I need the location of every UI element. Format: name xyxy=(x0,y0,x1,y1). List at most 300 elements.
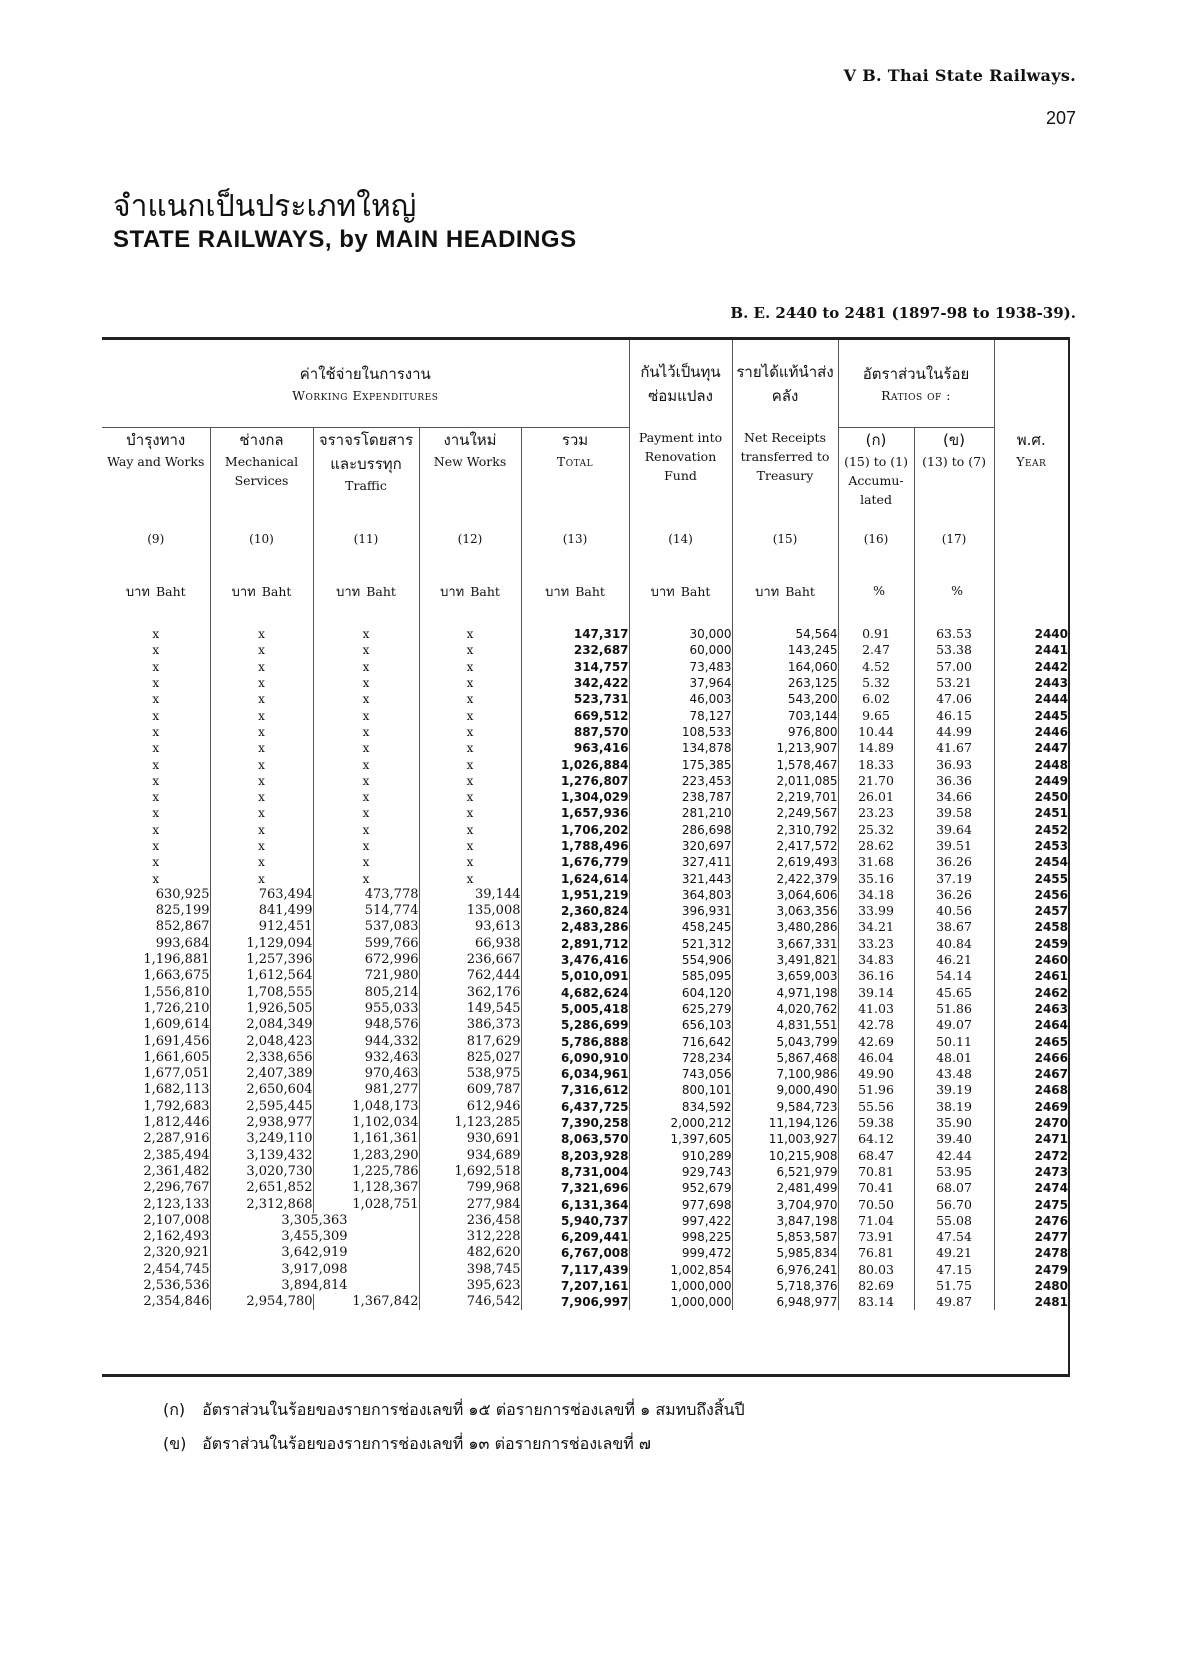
table-cell: 799,968 xyxy=(419,1180,521,1196)
table-cell: x xyxy=(419,854,521,870)
table-cell: 7,117,439 xyxy=(521,1262,629,1278)
table-cell: 934,689 xyxy=(419,1148,521,1164)
table-cell: x xyxy=(152,627,160,642)
working-group-english: Working Expenditures xyxy=(292,388,439,403)
table-cell: 1,788,496 xyxy=(521,838,629,854)
table-cell: x xyxy=(419,724,521,740)
column-header-thai: ช่างกล xyxy=(239,431,284,449)
table-cell: x xyxy=(152,708,160,723)
unit-thai: บาท xyxy=(650,584,675,600)
table-cell: 2,107,008 xyxy=(143,1212,210,1228)
table-cell: 83.14 xyxy=(838,1294,914,1310)
table-cell: 2443 xyxy=(994,675,1068,691)
table-cell: 2470 xyxy=(994,1115,1068,1131)
table-cell: x xyxy=(210,642,313,658)
table-cell: 10,215,908 xyxy=(732,1148,838,1164)
table-cell: 39.14 xyxy=(838,985,914,1001)
table-cell: 59.38 xyxy=(838,1115,914,1131)
table-cell: 36.93 xyxy=(914,756,994,772)
table-cell: 73,483 xyxy=(629,659,732,675)
table-cell: 3,020,730 xyxy=(210,1164,313,1180)
table-cell: 36.26 xyxy=(914,854,994,870)
table-cell: 80.03 xyxy=(838,1262,914,1278)
table-cell: x xyxy=(313,659,419,675)
table-cell: 1,663,675 xyxy=(143,968,210,984)
column-number-2: (11) xyxy=(313,522,419,556)
table-cell: 2,011,085 xyxy=(732,773,838,789)
table-cell: 386,373 xyxy=(419,1017,521,1033)
table-cell: 2,312,868 xyxy=(210,1196,313,1212)
unit-english: Baht xyxy=(785,583,815,599)
table-cell: 930,691 xyxy=(419,1131,521,1147)
table-cell: 1,624,614 xyxy=(521,870,629,886)
table-cell: 277,984 xyxy=(419,1196,521,1212)
table-cell: 44.99 xyxy=(914,724,994,740)
unit-english: Baht xyxy=(470,583,500,599)
table-cell: 2447 xyxy=(994,740,1068,756)
table-cell: x xyxy=(210,675,313,691)
table-cell: 2472 xyxy=(994,1148,1068,1164)
table-cell: 60,000 xyxy=(629,642,732,658)
period-range: B. E. 2440 to 2481 (1897-98 to 1938-39). xyxy=(730,304,1076,322)
table-cell: 48.01 xyxy=(914,1050,994,1066)
table-cell: 68.47 xyxy=(838,1148,914,1164)
table-cell: 976,800 xyxy=(732,724,838,740)
table-cell: 1,612,564 xyxy=(210,968,313,984)
table-cell: 1,276,807 xyxy=(521,773,629,789)
table-cell: 2,123,133 xyxy=(143,1196,210,1212)
table-cell: x xyxy=(152,724,160,739)
column-header-english: Total xyxy=(556,454,594,469)
table-cell: 6,034,961 xyxy=(521,1066,629,1082)
column-unit-9 xyxy=(994,556,1068,626)
table-cell: 1,123,285 xyxy=(419,1115,521,1131)
table-cell: 1,657,936 xyxy=(521,805,629,821)
table-cell: 2481 xyxy=(994,1294,1068,1310)
table-cell: 2456 xyxy=(994,887,1068,903)
table-cell: 4,971,198 xyxy=(732,985,838,1001)
table-cell: 39.64 xyxy=(914,822,994,838)
table-cell: 6,437,725 xyxy=(521,1099,629,1115)
table-cell: 981,277 xyxy=(313,1082,419,1098)
table-cell: x xyxy=(419,691,521,707)
footnote-a-text: อัตราส่วนในร้อยของรายการช่องเลขที่ ๑๕ ต่อรายการช่องเลขที่ ๑ สมทบถึงสิ้นปี xyxy=(202,1400,745,1419)
table-cell: 599,766 xyxy=(313,936,419,952)
table-cell: x xyxy=(313,691,419,707)
table-cell: 23.23 xyxy=(838,805,914,821)
table-cell: 998,225 xyxy=(629,1229,732,1245)
table-cell: 2466 xyxy=(994,1050,1068,1066)
column-header-english: Payment into Renovation Fund xyxy=(638,429,723,483)
table-cell: 2,361,482 xyxy=(143,1163,210,1179)
table-row xyxy=(102,756,1068,772)
table-cell: 41.03 xyxy=(838,1001,914,1017)
table-cell: 41.67 xyxy=(914,740,994,756)
table-cell: 0.91 xyxy=(838,626,914,642)
table-cell: x xyxy=(152,790,160,805)
table-cell: 7,100,986 xyxy=(732,1066,838,1082)
table-cell: 2,454,745 xyxy=(143,1261,210,1277)
table-cell: 2,162,493 xyxy=(143,1229,210,1245)
table-cell: x xyxy=(210,805,313,821)
table-cell: 70.41 xyxy=(838,1180,914,1196)
column-header-thai: (ข) xyxy=(943,431,965,449)
table-row xyxy=(102,1278,1068,1294)
table-row xyxy=(102,1294,1068,1310)
table-cell: 543,200 xyxy=(732,691,838,707)
table-cell: 2,938,977 xyxy=(210,1115,313,1131)
table-cell: 1,578,467 xyxy=(732,756,838,772)
table-cell: x xyxy=(313,626,419,642)
table-cell: 1,102,034 xyxy=(313,1115,419,1131)
table-cell: 1,161,361 xyxy=(313,1131,419,1147)
table-cell: 25.32 xyxy=(838,822,914,838)
table-cell: 31.68 xyxy=(838,854,914,870)
ratios-group-header xyxy=(838,340,994,428)
table-cell: 53.38 xyxy=(914,642,994,658)
table-cell: x xyxy=(419,756,521,772)
unit-thai: บาท xyxy=(125,584,150,600)
table-cell: 7,390,258 xyxy=(521,1115,629,1131)
table-cell: 1,682,113 xyxy=(143,1082,210,1098)
table-cell: 11,194,126 xyxy=(732,1115,838,1131)
table-cell: 108,533 xyxy=(629,724,732,740)
table-cell: 7,316,612 xyxy=(521,1082,629,1098)
table-cell: 2458 xyxy=(994,919,1068,935)
table-cell: 5.32 xyxy=(838,675,914,691)
table-cell: 1,676,779 xyxy=(521,854,629,870)
table-cell: x xyxy=(210,773,313,789)
table-cell: 2453 xyxy=(994,838,1068,854)
table-cell: 1,692,518 xyxy=(419,1164,521,1180)
table-row xyxy=(102,1262,1068,1278)
table-cell: 26.01 xyxy=(838,789,914,805)
table-row xyxy=(102,1180,1068,1196)
table-cell: 232,687 xyxy=(521,642,629,658)
table-cell: 999,472 xyxy=(629,1245,732,1261)
table-cell: x xyxy=(210,822,313,838)
table-row xyxy=(102,1033,1068,1049)
table-row xyxy=(102,1196,1068,1212)
table-cell: 47.54 xyxy=(914,1229,994,1245)
table-cell: 817,629 xyxy=(419,1033,521,1049)
table-cell: 6,976,241 xyxy=(732,1262,838,1278)
column-header-thai: งานใหม่ xyxy=(443,431,497,449)
table-cell: 5,718,376 xyxy=(732,1278,838,1294)
table-cell: x xyxy=(419,838,521,854)
table-cell: 39.51 xyxy=(914,838,994,854)
unit-english: % xyxy=(873,583,885,598)
table-cell: 55.56 xyxy=(838,1099,914,1115)
table-cell: 342,422 xyxy=(521,675,629,691)
table-row xyxy=(102,707,1068,723)
table-cell: 5,043,799 xyxy=(732,1033,838,1049)
table-cell: 43.48 xyxy=(914,1066,994,1082)
table-cell: 34.66 xyxy=(914,789,994,805)
table-cell: 7,906,997 xyxy=(521,1294,629,1310)
table-cell: x xyxy=(313,740,419,756)
table-cell: x xyxy=(419,789,521,805)
running-head: V B. Thai State Railways. xyxy=(843,66,1076,85)
table-cell: 39.40 xyxy=(914,1131,994,1147)
table-cell: 5,286,699 xyxy=(521,1017,629,1033)
table-cell: 1,196,881 xyxy=(143,952,210,968)
table-row xyxy=(102,1099,1068,1115)
table-cell: 398,745 xyxy=(419,1262,521,1278)
table-cell: 2445 xyxy=(994,707,1068,723)
table-row xyxy=(102,1213,1068,1229)
column-number-9 xyxy=(994,522,1068,556)
table-cell: 18.33 xyxy=(838,756,914,772)
column-header-4 xyxy=(521,428,629,523)
table-cell: x xyxy=(419,870,521,886)
table-cell: 2,481,499 xyxy=(732,1180,838,1196)
table-cell: 5,985,834 xyxy=(732,1245,838,1261)
table-cell: 33.23 xyxy=(838,936,914,952)
table-cell: 54,564 xyxy=(732,626,838,642)
table-cell: 1,951,219 xyxy=(521,887,629,903)
table-cell: 28.62 xyxy=(838,838,914,854)
table-cell: 47.15 xyxy=(914,1262,994,1278)
table-cell: x xyxy=(152,643,160,658)
table-cell: 36.36 xyxy=(914,773,994,789)
table-cell: 71.04 xyxy=(838,1213,914,1229)
table-cell: 314,757 xyxy=(521,659,629,675)
table-cell: 3,249,110 xyxy=(210,1131,313,1147)
table-cell: 175,385 xyxy=(629,756,732,772)
table-cell: 834,592 xyxy=(629,1099,732,1115)
table-cell: 5,940,737 xyxy=(521,1213,629,1229)
table-cell: x xyxy=(419,740,521,756)
table-cell: 9,000,490 xyxy=(732,1082,838,1098)
column-header-3 xyxy=(419,428,521,523)
table-cell: 805,214 xyxy=(313,985,419,1001)
column-header-english: Year xyxy=(1016,453,1047,469)
table-cell: x xyxy=(419,642,521,658)
table-cell: 1,556,810 xyxy=(143,984,210,1000)
table-cell: 948,576 xyxy=(313,1017,419,1033)
table-cell: 1,726,210 xyxy=(143,1000,210,1016)
table-cell: x xyxy=(419,626,521,642)
table-cell: 763,494 xyxy=(210,887,313,903)
table-cell: 281,210 xyxy=(629,805,732,821)
table-cell: 2,417,572 xyxy=(732,838,838,854)
table-cell: 2450 xyxy=(994,789,1068,805)
table-cell: 3,491,821 xyxy=(732,952,838,968)
table-cell: 30,000 xyxy=(629,626,732,642)
table-cell: x xyxy=(313,838,419,854)
table-cell: 46,003 xyxy=(629,691,732,707)
table-cell: 2,310,792 xyxy=(732,822,838,838)
treasury-group-thai: รายได้แท้นำส่งคลัง xyxy=(736,362,834,405)
table-cell: 609,787 xyxy=(419,1082,521,1098)
table-cell: 825,199 xyxy=(155,903,210,919)
table-row xyxy=(102,903,1068,919)
table-cell: 1,367,842 xyxy=(313,1294,419,1310)
table-cell: 34.21 xyxy=(838,919,914,935)
unit-thai: บาท xyxy=(755,584,780,600)
table-cell: 2469 xyxy=(994,1099,1068,1115)
table-cell: 482,620 xyxy=(419,1245,521,1261)
table-cell: 977,698 xyxy=(629,1196,732,1212)
table-row xyxy=(102,1164,1068,1180)
table-cell: 1,792,683 xyxy=(143,1098,210,1114)
table-cell: 364,803 xyxy=(629,887,732,903)
table-cell: 743,056 xyxy=(629,1066,732,1082)
table-cell: 56.70 xyxy=(914,1196,994,1212)
table-cell: 78,127 xyxy=(629,707,732,723)
column-header-thai: บำรุงทาง xyxy=(126,431,186,449)
table-cell: 2478 xyxy=(994,1245,1068,1261)
table-cell: 21.70 xyxy=(838,773,914,789)
table-cell: 523,731 xyxy=(521,691,629,707)
column-unit-1 xyxy=(210,556,313,626)
year-group-spacer xyxy=(994,340,1068,428)
footnote-b xyxy=(163,1427,745,1461)
column-number-7: (16) xyxy=(838,522,914,556)
table-cell: 11,003,927 xyxy=(732,1131,838,1147)
table-row xyxy=(102,1050,1068,1066)
table-cell: 70.81 xyxy=(838,1164,914,1180)
renovation-group-header xyxy=(629,340,732,428)
table-cell: x xyxy=(313,756,419,772)
column-header-thai: (ก) xyxy=(865,431,887,449)
table-cell: x xyxy=(152,871,160,886)
table-cell: 14.89 xyxy=(838,740,914,756)
footnote-b-label: (ข) xyxy=(163,1434,187,1453)
table-cell: 5,853,587 xyxy=(732,1229,838,1245)
table-cell: x xyxy=(152,806,160,821)
table-cell: 1,397,605 xyxy=(629,1131,732,1147)
table-cell: 40.84 xyxy=(914,936,994,952)
table-cell: 2474 xyxy=(994,1180,1068,1196)
table-cell: 35.90 xyxy=(914,1115,994,1131)
column-header-english: Traffic xyxy=(345,478,387,493)
table-cell: x xyxy=(152,659,160,674)
table-cell: 1,028,751 xyxy=(313,1196,419,1212)
unit-thai: บาท xyxy=(440,584,465,600)
table-cell: 963,416 xyxy=(521,740,629,756)
table-cell: x xyxy=(210,724,313,740)
table-cell: 2,000,212 xyxy=(629,1115,732,1131)
table-cell: x xyxy=(313,805,419,821)
table-cell: 2,595,445 xyxy=(210,1099,313,1115)
column-number-3: (12) xyxy=(419,522,521,556)
table-cell: 321,443 xyxy=(629,870,732,886)
page-title-thai: จำแนกเป็นประเภทใหญ่ xyxy=(113,189,417,224)
table-cell: 2480 xyxy=(994,1278,1068,1294)
table-cell: x xyxy=(152,741,160,756)
column-header-9 xyxy=(994,428,1068,523)
table-cell: x xyxy=(152,676,160,691)
footnote-a xyxy=(163,1393,745,1427)
column-header-thai: จราจรโดยสารและบรรทุก xyxy=(318,431,414,473)
column-header-english: Net Receipts transferred to Treasury xyxy=(740,429,830,483)
table-cell: 2,385,494 xyxy=(143,1147,210,1163)
table-cell: 625,279 xyxy=(629,1001,732,1017)
table-cell: 33.99 xyxy=(838,903,914,919)
column-number-6: (15) xyxy=(732,522,838,556)
table-cell: x xyxy=(313,675,419,691)
table-cell: 9.65 xyxy=(838,707,914,723)
table-cell: x xyxy=(152,692,160,707)
table-cell: 604,120 xyxy=(629,985,732,1001)
table-cell: 910,289 xyxy=(629,1148,732,1164)
table-cell: 57.00 xyxy=(914,659,994,675)
table-cell: 2459 xyxy=(994,936,1068,952)
table-cell: 49.90 xyxy=(838,1066,914,1082)
table-cell: 50.11 xyxy=(914,1033,994,1049)
table-cell: 9,584,723 xyxy=(732,1099,838,1115)
table-row xyxy=(102,675,1068,691)
working-group-thai: ค่าใช้จ่ายในการงาน xyxy=(299,365,431,383)
table-cell: 82.69 xyxy=(838,1278,914,1294)
table-cell: 3,064,606 xyxy=(732,887,838,903)
table-cell: 2,287,916 xyxy=(143,1131,210,1147)
table-cell: 1,926,505 xyxy=(210,1001,313,1017)
table-cell: 1,609,614 xyxy=(143,1017,210,1033)
column-header-english: Way and Works xyxy=(107,454,205,469)
table-cell: 672,996 xyxy=(313,952,419,968)
table-cell: 3,667,331 xyxy=(732,936,838,952)
table-row xyxy=(102,854,1068,870)
table-cell: 3,305,363 xyxy=(210,1213,419,1229)
table-cell: 1,812,446 xyxy=(143,1115,210,1131)
table-row xyxy=(102,1017,1068,1033)
table-cell: 238,787 xyxy=(629,789,732,805)
table-cell: 630,925 xyxy=(155,886,210,902)
table-cell: 537,083 xyxy=(313,919,419,935)
table-cell: x xyxy=(152,757,160,772)
table-cell: 2452 xyxy=(994,822,1068,838)
table-cell: 39.58 xyxy=(914,805,994,821)
table-cell: x xyxy=(210,626,313,642)
table-cell: 2,249,567 xyxy=(732,805,838,821)
table-cell: 2471 xyxy=(994,1131,1068,1147)
table-cell: 1,708,555 xyxy=(210,985,313,1001)
table-cell: 912,451 xyxy=(210,919,313,935)
table-cell: 35.16 xyxy=(838,870,914,886)
table-cell: 2,650,604 xyxy=(210,1082,313,1098)
table-cell: 4,831,551 xyxy=(732,1017,838,1033)
table-cell: 49.87 xyxy=(914,1294,994,1310)
table-cell: 8,731,004 xyxy=(521,1164,629,1180)
column-number-0: (9) xyxy=(147,532,165,546)
column-header-2 xyxy=(313,428,419,523)
table-cell: 2468 xyxy=(994,1082,1068,1098)
column-unit-7 xyxy=(838,556,914,626)
table-cell: 2,483,286 xyxy=(521,919,629,935)
column-number-8: (17) xyxy=(914,522,994,556)
table-cell: 6,090,910 xyxy=(521,1050,629,1066)
table-cell: 51.96 xyxy=(838,1082,914,1098)
unit-english: Baht xyxy=(575,583,605,599)
table-cell: 2,338,656 xyxy=(210,1050,313,1066)
table-cell: 6,767,008 xyxy=(521,1245,629,1261)
table-cell: x xyxy=(152,839,160,853)
table-cell: 2449 xyxy=(994,773,1068,789)
table-cell: 2446 xyxy=(994,724,1068,740)
table-cell: 37.19 xyxy=(914,870,994,886)
table-cell: 42.78 xyxy=(838,1017,914,1033)
table-cell: 746,542 xyxy=(419,1294,521,1310)
table-cell: x xyxy=(419,805,521,821)
table-cell: x xyxy=(313,854,419,870)
table-cell: 38.19 xyxy=(914,1099,994,1115)
table-cell: 286,698 xyxy=(629,822,732,838)
treasury-group-header xyxy=(732,340,838,428)
table-cell: 1,002,854 xyxy=(629,1262,732,1278)
